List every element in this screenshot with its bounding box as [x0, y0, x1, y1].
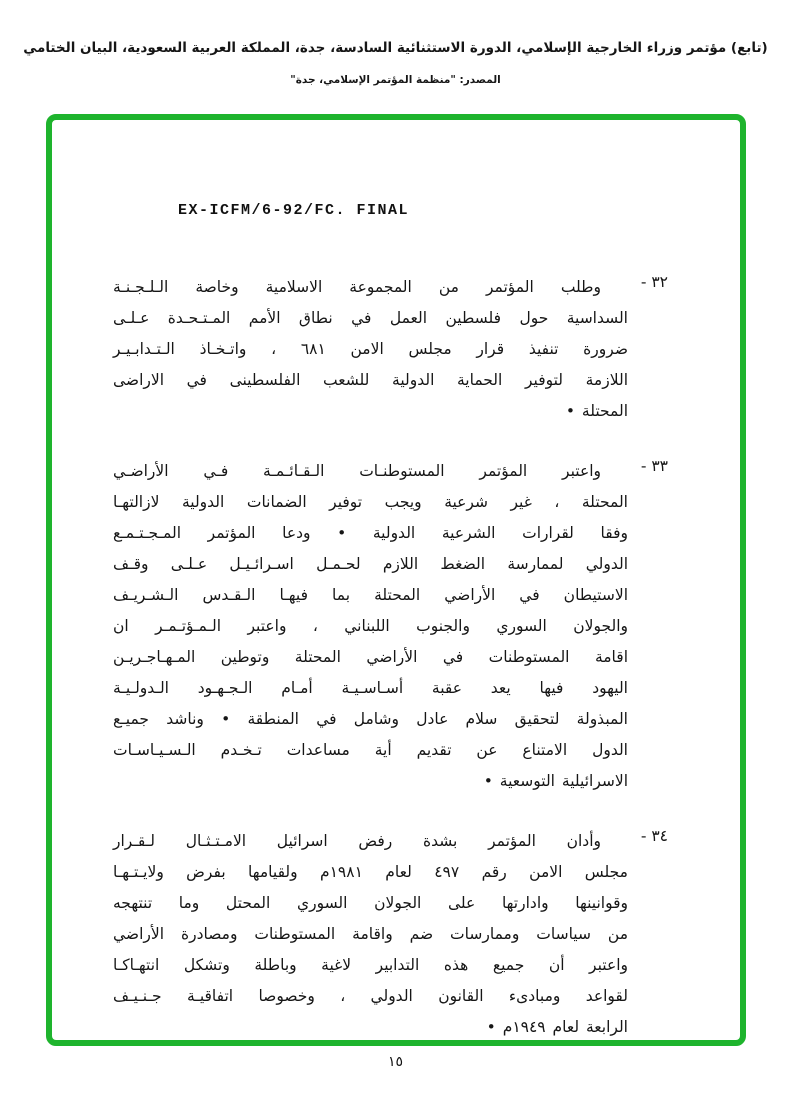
- document-header-title: (تابع) مؤتمر وزراء الخارجية الإسلامي، الدورة الاستثنائية السادسة، جدة، المملكة العربية السعودية، البيان الختامي: [23, 40, 768, 56]
- document-frame: [46, 114, 746, 1046]
- paragraph-line: السداسية حول فلسطين العمل في نطاق الأمم المـتـحـدة عـلـى: [113, 309, 628, 327]
- document-header-source: المصدر: "منظمة المؤتمر الإسلامي، جدة": [290, 74, 501, 86]
- document-reference: EX-ICFM/6-92/FC. FINAL: [178, 202, 410, 219]
- paragraph-line: من سياسات وممارسات ضم واقامة المستوطنات ومصادرة الأراضي: [113, 925, 628, 943]
- paragraph-34: [113, 826, 668, 1043]
- paragraph-32-text: [113, 272, 628, 427]
- paragraph-line: وفقا لقرارات الشرعية الدولية • ودعا المؤتمر المـجـتـمـع: [113, 524, 628, 542]
- paragraph-33: [113, 456, 668, 797]
- paragraph-33-number: ٣٣ -: [640, 457, 668, 475]
- paragraph-line: مجلس الامن رقم ٤٩٧ لعام ١٩٨١م ولقيامها بفرض ولايـتـهـا: [113, 863, 628, 881]
- paragraph-line: المحتلة ، غير شرعية ويجب توفير الضمانات الدولية لازالتهـا: [113, 493, 628, 511]
- paragraph-line: الدول الامتناع عن تقديم أية مساعدات تـخـدم الـسـيـاسـات: [113, 741, 628, 759]
- paragraph-line: الاستيطان في الأراضي المحتلة بما فيهـا الـقـدس الـشـريـف: [113, 586, 628, 604]
- paragraph-line: المحتلة •: [565, 402, 628, 420]
- paragraph-line: اليهود فيها يعد عقبة أسـاسـيـة أمـام الـجـهـود الـدولـيـة: [113, 679, 628, 697]
- paragraph-line: واعتبر أن جميع هذه التدابير لاغية وباطلة وتشكل انتهـاكـا: [113, 956, 628, 974]
- paragraph-line: وأدان المؤتمر بشدة رفض اسرائيل الامـتـثـال لـقـرار: [113, 832, 601, 850]
- paragraph-line: واعتبر المؤتمر المستوطنـات الـقـائـمـة فـي الأراضـي: [113, 462, 601, 480]
- paragraph-33-text: [113, 456, 628, 797]
- paragraph-line: والجولان السوري والجنوب اللبناني ، واعتبر الـمـؤتـمـر ان: [113, 617, 628, 635]
- paragraph-line: وقوانينها وادارتها على الجولان السوري المحتل وما تنتهجه: [113, 894, 628, 912]
- page-number: ١٥: [387, 1054, 404, 1070]
- document-body: [113, 272, 668, 1072]
- paragraph-line: الاسرائيلية التوسعية •: [483, 772, 628, 790]
- paragraph-line: لقواعد ومبادىء القانون الدولي ، وخصوصا اتفاقيـة جـنـيـف: [113, 987, 628, 1005]
- paragraph-line: اقامة المستوطنات في الأراضي المحتلة وتوطين المـهـاجـريـن: [113, 648, 628, 666]
- paragraph-line: ضرورة تنفيذ قرار مجلس الامن ٦٨١ ، واتـخـاذ الـتـدابـيـر: [113, 340, 628, 358]
- paragraph-line: اللازمة لتوفير الحماية الدولية للشعب الفلسطينى في الاراضى: [113, 371, 628, 389]
- paragraph-32-number: ٣٢ -: [640, 273, 668, 291]
- paragraph-line: وطلب المؤتمر من المجموعة الاسلامية وخاصة الـلـجـنـة: [113, 278, 601, 296]
- paragraph-32: [113, 272, 668, 427]
- paragraph-line: الدولي لممارسة الضغط اللازم لحـمـل اسـرائـيـل عـلـى وقـف: [113, 555, 628, 573]
- paragraph-line: المبذولة لتحقيق سلام عادل وشامل في المنطقة • وناشد جميـع: [113, 710, 628, 728]
- paragraph-34-number: ٣٤ -: [640, 827, 668, 845]
- paragraph-line: الرابعة لعام ١٩٤٩م •: [486, 1018, 628, 1036]
- paragraph-34-text: [113, 826, 628, 1043]
